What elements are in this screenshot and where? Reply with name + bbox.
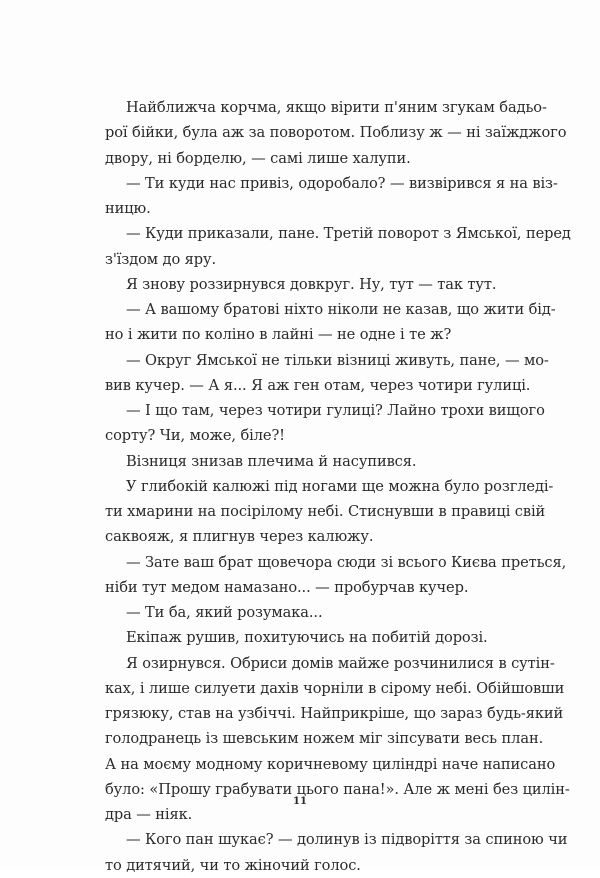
text-line: ніби тут медом намазано... — пробурчав кучер. bbox=[105, 578, 469, 596]
text-line: ти хмарини на посірілому небі. Стиснувши в правиці свій bbox=[105, 503, 546, 520]
text-line: — Зате ваш брат щовечора сюди зі всього Києва преться, bbox=[126, 553, 567, 571]
text-line: дра — ніяк. bbox=[105, 806, 193, 823]
text-line: ках, і лише силуети дахів чорніли в сірому небі. Обійшовши bbox=[105, 679, 565, 697]
text-line: — І що там, через чотири гулиці? Лайно трохи вищого bbox=[126, 402, 545, 419]
body-text bbox=[105, 95, 571, 878]
text-line: Я знову роззирнувся довкруг. Ну, тут — так тут. bbox=[126, 275, 497, 293]
text-line: то дитячий, чи то жіночий голос. bbox=[105, 856, 361, 874]
page-number: 11 bbox=[293, 796, 307, 807]
text-line: Візниця знизав плечима й насупився. bbox=[126, 452, 417, 470]
text-line: У глибокій калюжі під ногами ще можна було розгледі- bbox=[126, 477, 554, 495]
text-line: — Округ Ямської не тільки візниці живуть, пане, — мо- bbox=[126, 351, 549, 369]
text-line: грязюку, став на узбіччі. Найприкріше, що зараз будь-який bbox=[105, 705, 564, 722]
text-line: голодранець із шевським ножем міг зіпсувати весь план. bbox=[105, 730, 544, 748]
text-line: з'їздом до яру. bbox=[105, 250, 217, 268]
text-line: Найближча корчма, якщо вірити п'яним згукам бадьо- bbox=[126, 99, 547, 116]
text-line: вив кучер. — А я... Я аж ген отам, через чотири гулиці. bbox=[105, 376, 531, 394]
text-line: саквояж, я плигнув через калюжу. bbox=[105, 528, 374, 546]
text-line: Я озирнувся. Обриси домів майже розчинилися в сутін- bbox=[126, 654, 555, 672]
text-line: — А вашому братові ніхто ніколи не казав, що жити бід- bbox=[126, 301, 556, 318]
text-line: ницю. bbox=[105, 200, 151, 217]
text-line: А на моєму модному коричневому циліндрі наче написано bbox=[105, 755, 556, 773]
text-line: було: «Прошу грабувати цього пана!». Але ж мені без цилін- bbox=[105, 780, 570, 798]
text-line: сорту? Чи, може, біле?! bbox=[105, 427, 285, 445]
text-line: — Ти куди нас привіз, одоробало? — визвірився я на віз- bbox=[126, 174, 558, 192]
text-line: двору, ні борделю, — самі лише халупи. bbox=[105, 149, 411, 167]
text-line: — Куди приказали, пане. Третій поворот з Ямської, перед bbox=[126, 225, 571, 243]
text-line: но і жити по коліно в лайні — не одне і те ж? bbox=[105, 326, 452, 344]
text-line: — Ти ба, який розумака... bbox=[126, 604, 323, 621]
text-line: Екіпаж рушив, похитуючись на побитій дорозі. bbox=[126, 629, 488, 647]
text-line: рої бійки, була аж за поворотом. Поблизу ж — ні заїжджого bbox=[105, 124, 567, 142]
text-line: — Кого пан шукає? — долинув із підворіття за спиною чи bbox=[126, 831, 568, 849]
